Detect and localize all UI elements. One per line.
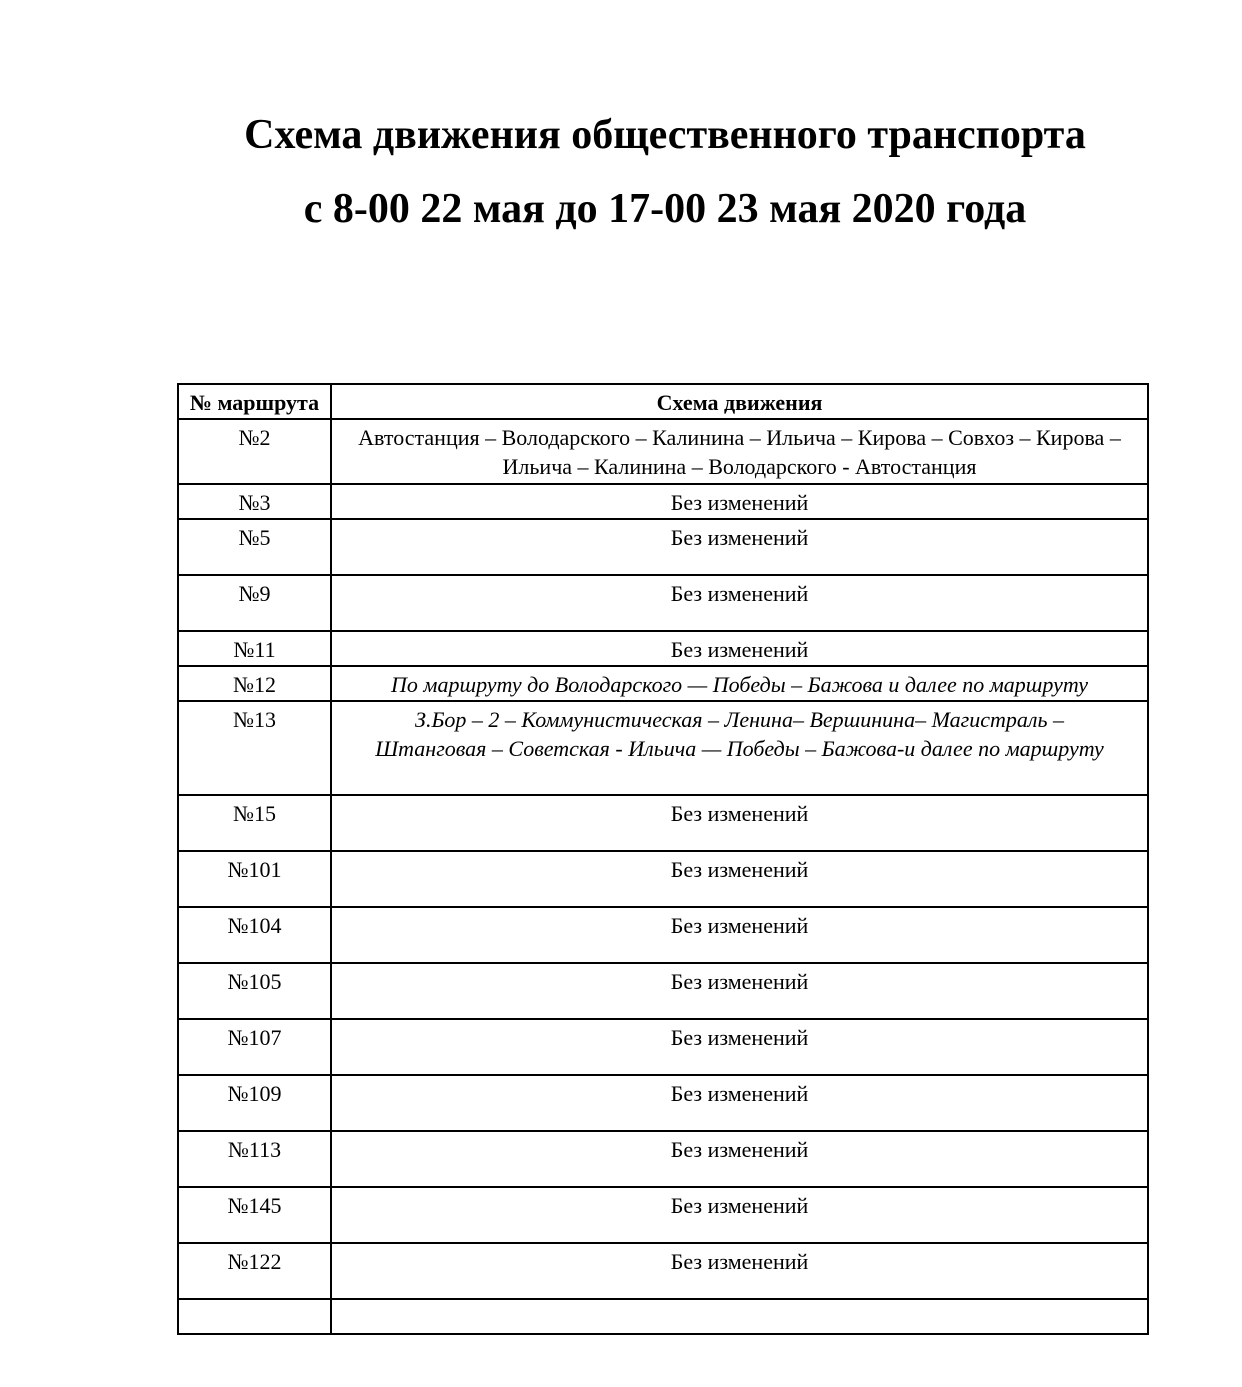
table-row — [178, 631, 1148, 666]
route-number-cell: №2 — [178, 419, 331, 484]
header-scheme: Схема движения — [331, 384, 1148, 419]
route-number-cell: №104 — [178, 907, 331, 963]
route-number-cell: №3 — [178, 484, 331, 519]
table-row — [178, 419, 1148, 484]
route-scheme-cell: Без изменений — [331, 575, 1148, 631]
route-scheme-cell: Без изменений — [331, 907, 1148, 963]
route-number-cell: №15 — [178, 795, 331, 851]
route-scheme-cell: Без изменений — [331, 1187, 1148, 1243]
table-row — [178, 1187, 1148, 1243]
table-row — [178, 1299, 1148, 1334]
route-number-cell: №145 — [178, 1187, 331, 1243]
route-number-cell: №109 — [178, 1075, 331, 1131]
table-row — [178, 484, 1148, 519]
table-row — [178, 1019, 1148, 1075]
route-number-cell: №12 — [178, 666, 331, 701]
route-scheme-cell: Без изменений — [331, 1131, 1148, 1187]
table-row — [178, 519, 1148, 575]
route-scheme-cell — [331, 1299, 1148, 1334]
route-scheme-cell: Без изменений — [331, 1019, 1148, 1075]
route-scheme-cell: З.Бор – 2 – Коммунистическая – Ленина– Вершинина– Магистраль – Штанговая – Советская - Ильича — Победы – Бажова-и далее по маршруту — [331, 701, 1148, 795]
route-number-cell: №107 — [178, 1019, 331, 1075]
table-row — [178, 1131, 1148, 1187]
route-scheme-cell: Без изменений — [331, 963, 1148, 1019]
route-number-cell: №11 — [178, 631, 331, 666]
page-title-line-2: с 8-00 22 мая до 17-00 23 мая 2020 года — [303, 186, 1027, 232]
routes-table — [177, 383, 1149, 1335]
table-row — [178, 907, 1148, 963]
route-number-cell: №101 — [178, 851, 331, 907]
route-number-cell — [178, 1299, 331, 1334]
route-scheme-cell: Без изменений — [331, 519, 1148, 575]
page-title-line-1: Схема движения общественного транспорта — [244, 112, 1086, 158]
table-row — [178, 1243, 1148, 1299]
route-number-cell: №13 — [178, 701, 331, 795]
header-route-number: № маршрута — [178, 384, 331, 419]
route-scheme-cell: Без изменений — [331, 795, 1148, 851]
route-number-cell: №5 — [178, 519, 331, 575]
table-header-row — [178, 384, 1148, 419]
table-row — [178, 666, 1148, 701]
table-row — [178, 575, 1148, 631]
route-scheme-cell: Без изменений — [331, 1243, 1148, 1299]
route-scheme-cell: По маршруту до Володарского — Победы – Бажова и далее по маршруту — [331, 666, 1148, 701]
route-number-cell: №9 — [178, 575, 331, 631]
route-scheme-cell: Без изменений — [331, 851, 1148, 907]
route-number-cell: №122 — [178, 1243, 331, 1299]
table-row — [178, 1075, 1148, 1131]
route-scheme-cell: Без изменений — [331, 631, 1148, 666]
table-row — [178, 851, 1148, 907]
route-scheme-cell: Без изменений — [331, 484, 1148, 519]
table-row — [178, 701, 1148, 795]
route-scheme-cell: Без изменений — [331, 1075, 1148, 1131]
route-scheme-cell: Автостанция – Володарского – Калинина – Ильича – Кирова – Совхоз – Кирова – Ильича – Калинина – Володарского - Автостанция — [331, 419, 1148, 484]
route-number-cell: №105 — [178, 963, 331, 1019]
table-row — [178, 963, 1148, 1019]
route-number-cell: №113 — [178, 1131, 331, 1187]
table-row — [178, 795, 1148, 851]
